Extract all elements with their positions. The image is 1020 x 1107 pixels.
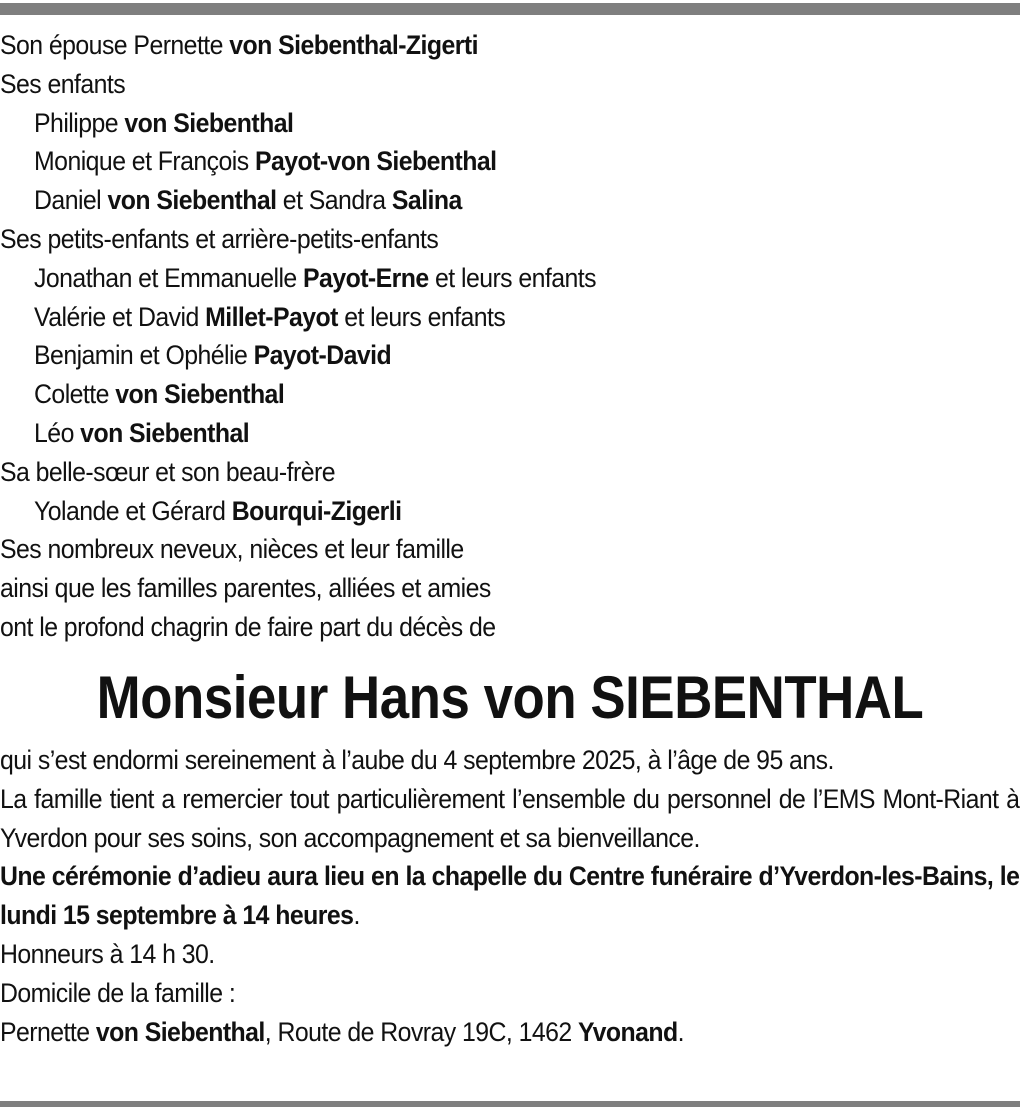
domicile-label: Domicile de la famille : [0,977,236,1008]
grandchild-line: Jonathan et Emmanuelle Payot-Erne et leurs enfants [34,262,597,293]
ceremony-paragraph: Une cérémonie d’adieu aura lieu en la chapelle du Centre funéraire d’Yverdon-les-Bains, le lundi 15 septembre à 14 heures. [0,861,1020,931]
inlaws-heading: Sa belle-sœur et son beau-frère [0,456,335,487]
spouse-line: Son épouse Pernette von Siebenthal-Zigerti [0,30,478,60]
children-heading: Ses enfants [0,68,126,99]
inlaws-line: Yolande et Gérard Bourqui-Zigerli [34,495,402,526]
child-line: Monique et François Payot-von Siebenthal [34,146,497,177]
family-list [0,26,938,647]
honours-line: Honneurs à 14 h 30. [0,938,215,969]
bottom-rule [0,1101,1020,1107]
grandchild-line: Colette von Siebenthal [34,379,285,410]
grandchild-line: Valérie et David Millet-Payot et leurs enfants [34,301,506,332]
child-line: Daniel von Siebenthal et Sandra Salina [34,185,462,216]
top-rule [0,3,1020,15]
closing-line: ont le profond chagrin de faire part du décès de [0,611,496,642]
passing-sentence: qui s’est endormi sereinement à l’aube du 4 septembre 2025, à l’âge de 95 ans. [0,745,834,775]
thanks-paragraph: La famille tient a remercier tout particulièrement l’ensemble du personnel de l’EMS Mont-Riant à Yverdon pour ses soins, son accompagnement et sa bienveillance. [0,783,1020,853]
grandchild-line: Benjamin et Ophélie Payot-David [34,340,392,371]
announcement-text [0,741,1019,1051]
child-line: Philippe von Siebenthal [34,107,294,138]
address-line: Pernette von Siebenthal, Route de Rovray 19C, 1462 Yvonand. [0,1016,684,1047]
grandchildren-heading: Ses petits-enfants et arrière-petits-enfants [0,223,439,254]
deceased-name: Monsieur Hans von SIEBENTHAL [96,664,924,731]
closing-line: ainsi que les familles parentes, alliées et amies [0,573,491,604]
closing-line: Ses nombreux neveux, nièces et leur famille [0,534,464,565]
grandchild-line: Léo von Siebenthal [34,417,250,448]
